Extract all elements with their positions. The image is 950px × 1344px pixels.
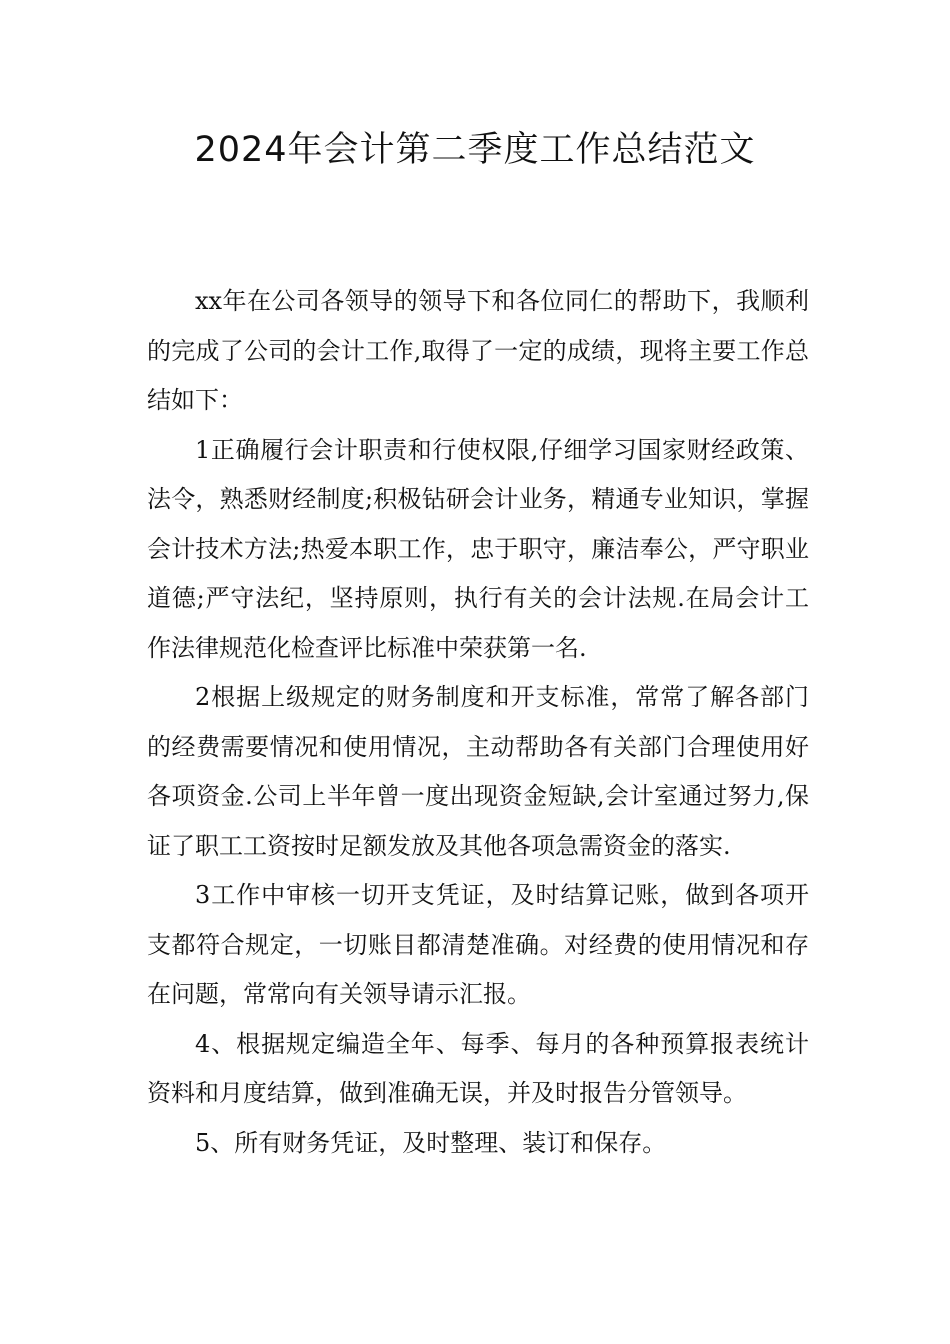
paragraph-item-3: 3工作中审核一切开支凭证，及时结算记账，做到各项开支都符合规定，一切账目都清楚准确。对经费的使用情况和存在问题，常常向有关领导请示汇报。 xyxy=(147,881,809,1008)
paragraph-intro: xx年在公司各领导的领导下和各位同仁的帮助下，我顺利的完成了公司的会计工作,取得了一定的成绩，现将主要工作总结如下： xyxy=(147,287,809,414)
paragraph-item-5: 5、所有财务凭证，及时整理、装订和保存。 xyxy=(195,1128,667,1157)
document-title: 2024年会计第二季度工作总结范文 xyxy=(194,130,756,170)
document-body xyxy=(147,277,809,1168)
paragraph-item-2: 2根据上级规定的财务制度和开支标准，常常了解各部门的经费需要情况和使用情况，主动帮助各有关部门合理使用好各项资金.公司上半年曾一度出现资金短缺,会计室通过努力,保证了职工工资按时足额发放及其他各项急需资金的落实. xyxy=(147,683,809,860)
paragraph-item-4: 4、根据规定编造全年、每季、每月的各种预算报表统计资料和月度结算，做到准确无误，并及时报告分管领导。 xyxy=(147,1029,809,1107)
paragraph-item-1: 1正确履行会计职责和行使权限,仔细学习国家财经政策、法令，熟悉财经制度;积极钻研会计业务，精通专业知识，掌握会计技术方法;热爱本职工作，忠于职守，廉洁奉公，严守职业道德;严守法纪，坚持原则，执行有关的会计法规.在局会计工作法律规范化检查评比标准中荣获第一名. xyxy=(147,435,809,662)
